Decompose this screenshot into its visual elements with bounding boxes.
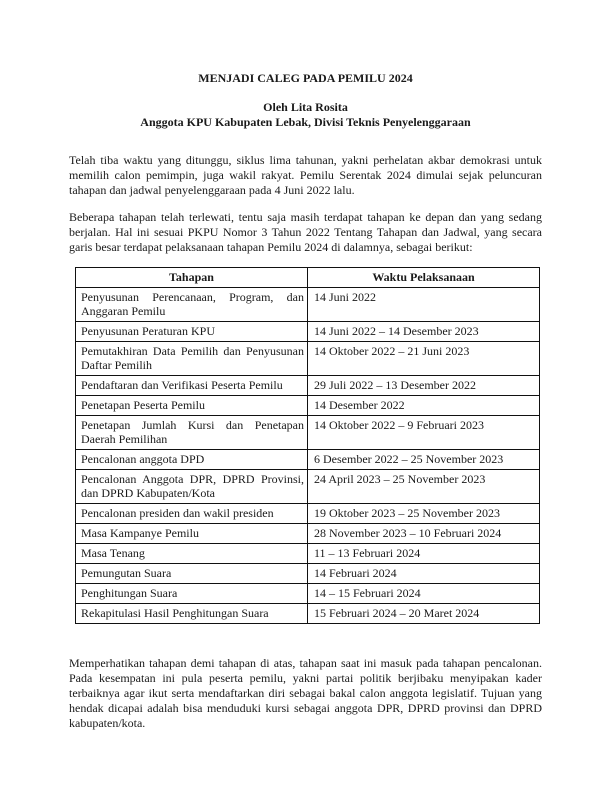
date-cell: 14 – 15 Februari 2024 — [308, 584, 540, 604]
date-cell: 6 Desember 2022 – 25 November 2023 — [308, 450, 540, 470]
schedule-table-body — [76, 288, 540, 624]
date-cell: 24 April 2023 – 25 November 2023 — [308, 470, 540, 504]
intro-paragraph-2: Beberapa tahapan telah terlewati, tentu saja masih terdapat tahapan ke depan dan yang sedang berjalan. Hal ini sesuai PKPU Nomor 3 Tahun 2022 Tentang Tahapan dan Jadwal, yang secara garis besar terdapat pelaksanaan tahapan Pemilu 2024 di dalamnya, sebagai berikut: — [69, 210, 542, 254]
date-cell: 14 Oktober 2022 – 21 Juni 2023 — [308, 342, 540, 376]
table-header-tahapan: Tahapan — [76, 268, 308, 288]
table-row — [76, 564, 540, 584]
table-row — [76, 584, 540, 604]
stage-cell: Rekapitulasi Hasil Penghitungan Suara — [76, 604, 308, 624]
stage-cell: Pemungutan Suara — [76, 564, 308, 584]
table-row — [76, 470, 540, 504]
author-role: Anggota KPU Kabupaten Lebak, Divisi Teknis Penyelenggaraan — [140, 115, 471, 129]
stage-cell: Pencalonan Anggota DPR, DPRD Provinsi, dan DPRD Kabupaten/Kota — [76, 470, 308, 504]
table-row — [76, 396, 540, 416]
date-cell: 15 Februari 2024 – 20 Maret 2024 — [308, 604, 540, 624]
table-row — [76, 376, 540, 396]
stage-cell: Masa Kampanye Pemilu — [76, 524, 308, 544]
stage-cell: Pendaftaran dan Verifikasi Peserta Pemilu — [76, 376, 308, 396]
document-title: MENJADI CALEG PADA PEMILU 2024 — [198, 71, 413, 85]
date-cell: 11 – 13 Februari 2024 — [308, 544, 540, 564]
date-cell: 19 Oktober 2023 – 25 November 2023 — [308, 504, 540, 524]
date-cell: 14 Februari 2024 — [308, 564, 540, 584]
stage-cell: Masa Tenang — [76, 544, 308, 564]
date-cell: 14 Juni 2022 – 14 Desember 2023 — [308, 322, 540, 342]
date-cell: 14 Oktober 2022 – 9 Februari 2023 — [308, 416, 540, 450]
stage-cell: Penghitungan Suara — [76, 584, 308, 604]
date-cell: 28 November 2023 – 10 Februari 2024 — [308, 524, 540, 544]
stage-cell: Penetapan Peserta Pemilu — [76, 396, 308, 416]
table-row — [76, 504, 540, 524]
stage-cell: Pencalonan anggota DPD — [76, 450, 308, 470]
table-row — [76, 322, 540, 342]
table-row — [76, 450, 540, 470]
stage-cell: Penyusunan Perencanaan, Program, dan Anggaran Pemilu — [76, 288, 308, 322]
table-header-row — [76, 268, 540, 288]
table-header-waktu: Waktu Pelaksanaan — [308, 268, 540, 288]
schedule-table-head — [76, 268, 540, 288]
table-row — [76, 288, 540, 322]
table-row — [76, 544, 540, 564]
stage-cell: Pemutakhiran Data Pemilih dan Penyusunan Daftar Pemilih — [76, 342, 308, 376]
table-row — [76, 604, 540, 624]
table-row — [76, 416, 540, 450]
document-content — [69, 0, 542, 731]
stage-cell: Penetapan Jumlah Kursi dan Penetapan Daerah Pemilihan — [76, 416, 308, 450]
stage-cell: Pencalonan presiden dan wakil presiden — [76, 504, 308, 524]
date-cell: 14 Desember 2022 — [308, 396, 540, 416]
table-row — [76, 524, 540, 544]
intro-paragraph-1: Telah tiba waktu yang ditunggu, siklus lima tahunan, yakni perhelatan akbar demokrasi untuk memilih calon pemimpin, juga wakil rakyat. Pemilu Serentak 2024 dimulai sejak peluncuran tahapan dan jadwal penyelenggaraan pada 4 Juni 2022 lalu. — [69, 153, 542, 197]
stage-cell: Penyusunan Peraturan KPU — [76, 322, 308, 342]
table-row — [76, 342, 540, 376]
author-byline: Oleh Lita Rosita — [263, 100, 348, 114]
date-cell: 14 Juni 2022 — [308, 288, 540, 322]
closing-paragraph: Memperhatikan tahapan demi tahapan di atas, tahapan saat ini masuk pada tahapan pencalonan. Pada kesempatan ini pula peserta pemilu, yakni partai politik berjibaku menyipakan kader terbaiknya agar ikut serta mendaftarkan diri sebagai bakal calon anggota legislatif. Tujuan yang hendak dicapai adalah bisa menduduki kursi sebagai anggota DPR, DPRD provinsi dan DPRD kabupaten/kota. — [69, 656, 542, 730]
date-cell: 29 Juli 2022 – 13 Desember 2022 — [308, 376, 540, 396]
schedule-table — [75, 267, 540, 624]
